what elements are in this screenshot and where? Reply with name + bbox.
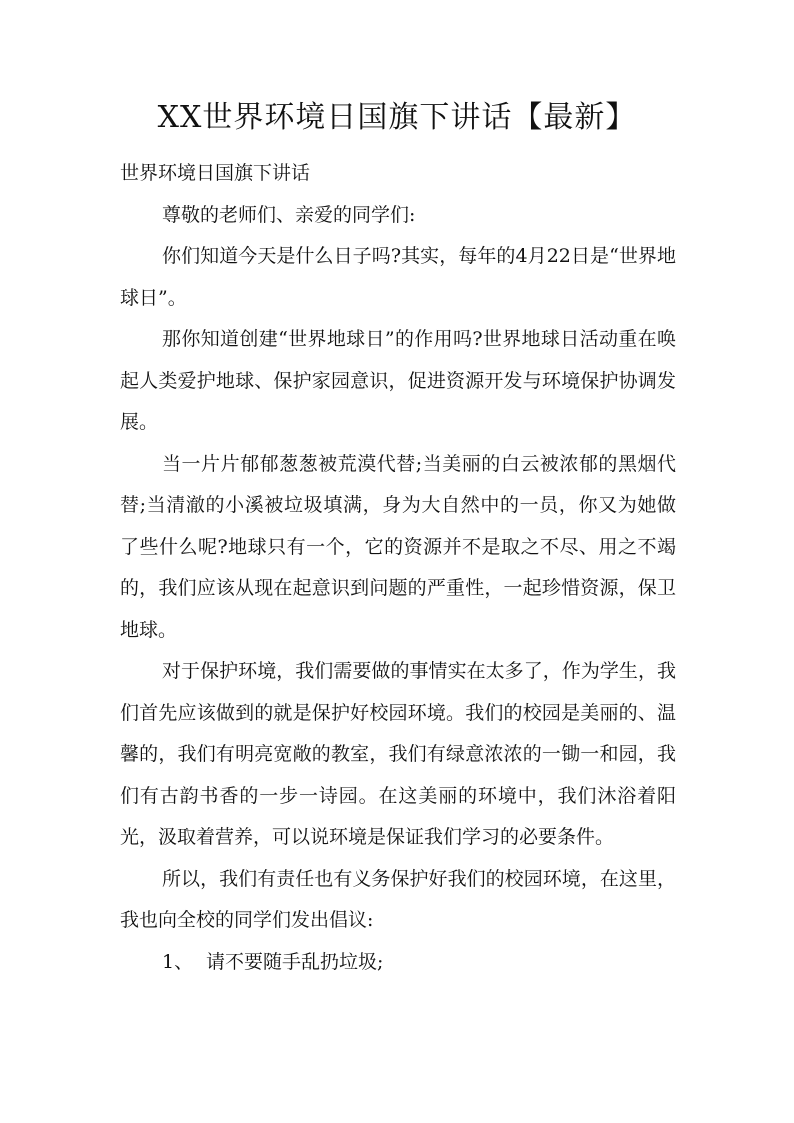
paragraph-greeting: 尊敬的老师们、亲爱的同学们: — [162, 203, 416, 226]
list-item — [120, 942, 676, 984]
list-item-text: 请不要随手乱扔垃圾; — [206, 950, 384, 973]
paragraph: 那你知道创建“世界地球日”的作用吗?世界地球日活动重在唤起人类爱护地球、保护家园意识，促进资源开发与环境保护协调发展。 — [120, 328, 676, 433]
paragraph: 你们知道今天是什么日子吗?其实，每年的4月22日是“世界地球日”。 — [120, 245, 676, 309]
document-title: XX世界环境日国旗下讲话【最新】 — [157, 100, 637, 135]
list-item-number: 1、 — [162, 950, 194, 973]
document-body — [120, 153, 676, 983]
paragraph: 当一片片郁郁葱葱被荒漠代替;当美丽的白云被浓郁的黑烟代替;当清澈的小溪被垃圾填满，身为大自然中的一员，你又为她做了些什么呢?地球只有一个，它的资源并不是取之不尽、用之不竭的，我们应该从现在起意识到问题的严重性，一起珍惜资源，保卫地球。 — [120, 452, 676, 641]
paragraph: 对于保护环境，我们需要做的事情实在太多了，作为学生，我们首先应该做到的就是保护好校园环境。我们的校园是美丽的、温馨的，我们有明亮宽敞的教室，我们有绿意浓浓的一锄一和园，我们有古韵书香的一步一诗园。在这美丽的环境中，我们沐浴着阳光，汲取着营养，可以说环境是保证我们学习的必要条件。 — [120, 660, 676, 848]
paragraph: 所以，我们有责任也有义务保护好我们的校园环境，在这里，我也向全校的同学们发出倡议: — [120, 867, 676, 931]
document-subtitle: 世界环境日国旗下讲话 — [120, 162, 311, 184]
